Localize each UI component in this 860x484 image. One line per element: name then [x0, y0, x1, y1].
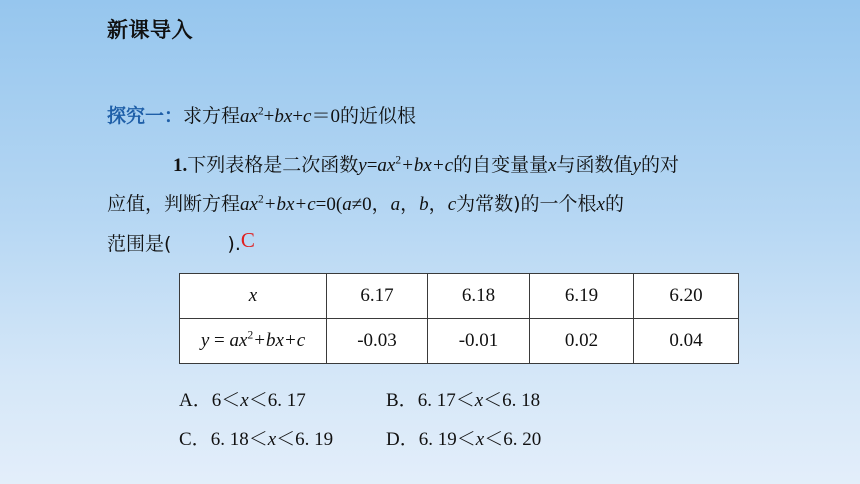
problem-text: 为常数)的一个根: [456, 193, 597, 215]
var-y: y: [358, 155, 367, 176]
option-label: A．: [179, 390, 212, 411]
option-c: [179, 424, 386, 451]
option-label: B．: [386, 390, 418, 411]
problem-text: 应值，判断方程: [107, 193, 241, 215]
exponent: 2: [395, 154, 402, 167]
table-cell-x: 6.19: [530, 274, 634, 319]
table-cell-y: -0.03: [327, 319, 428, 364]
option-text: 6. 18＜: [210, 429, 268, 450]
problem-text: 下列表格是二次函数: [187, 154, 359, 176]
options-row-1: [179, 385, 540, 412]
table-row-y: [180, 319, 739, 364]
eq-term-c: c: [303, 106, 312, 127]
table-cell-x: 6.17: [327, 274, 428, 319]
eq-plus: +: [263, 106, 275, 127]
option-text: ＜6. 17: [248, 390, 306, 411]
option-label: C．: [179, 429, 211, 450]
option-text: ＜6. 18: [483, 390, 541, 411]
table-header-x: x: [180, 274, 327, 319]
term-ax: ax: [240, 194, 258, 215]
equals-zero: =0(: [315, 194, 343, 215]
problem-statement: [107, 146, 747, 263]
var-x: x: [240, 390, 249, 411]
eq-term-a: ax: [240, 106, 258, 127]
option-a: [179, 385, 386, 412]
section-tag: 探究一：: [107, 105, 184, 127]
value-table: [179, 273, 739, 364]
problem-text: 的: [604, 193, 624, 215]
eq-plus: +: [292, 106, 304, 127]
section-suffix: 的近似根: [340, 105, 417, 127]
term-rest: +bx+c: [263, 194, 316, 215]
options-row-2: [179, 424, 541, 451]
problem-line-2: [107, 185, 747, 224]
section-prefix: 求方程: [183, 105, 241, 127]
problem-text: ).: [227, 233, 241, 255]
problem-text: 的自变量量: [453, 154, 549, 176]
function-expression: [358, 155, 453, 176]
problem-line-3: [107, 224, 747, 263]
term-rest: +bx+c: [401, 155, 454, 176]
option-label: D．: [386, 429, 419, 450]
problem-line-1: [107, 146, 747, 185]
var-x: x: [596, 194, 605, 215]
slide-title: 新课导入: [107, 18, 193, 42]
term-rest: +bx+c: [253, 330, 306, 351]
answer-mark: C: [240, 228, 255, 252]
problem-text: 与函数值: [556, 154, 633, 176]
option-text: 6. 19＜: [418, 429, 476, 450]
not-equal: ≠0，: [351, 194, 391, 215]
equation-expression: [240, 194, 456, 215]
comma: ，: [428, 194, 448, 215]
eq-tail: ＝0: [311, 106, 340, 127]
eq-exponent: 2: [257, 105, 264, 118]
option-text: ＜6. 20: [484, 429, 542, 450]
table-cell-y: -0.01: [428, 319, 530, 364]
term-ax: ax: [229, 330, 248, 351]
problem-text: 范围是(: [107, 233, 172, 255]
option-text: ＜6. 19: [276, 429, 334, 450]
exponent: 2: [247, 329, 254, 342]
table-cell-x: 6.20: [634, 274, 739, 319]
option-text: 6＜: [211, 390, 241, 411]
section-heading: [107, 102, 416, 131]
var-y: y: [632, 155, 641, 176]
comma: ，: [400, 194, 420, 215]
var-x: x: [475, 429, 485, 450]
table-cell-y: 0.04: [634, 319, 739, 364]
problem-text: 的对: [640, 154, 679, 176]
problem-number: 1.: [173, 155, 188, 176]
var-x: x: [267, 429, 277, 450]
table-row-x: [180, 274, 739, 319]
var-x: x: [548, 155, 557, 176]
var-b: b: [419, 194, 429, 215]
table-cell-x: 6.18: [428, 274, 530, 319]
option-b: [386, 385, 540, 412]
eq-term-b: bx: [274, 106, 293, 127]
var-a: a: [342, 194, 352, 215]
table-header-y: [180, 319, 327, 364]
var-x: x: [474, 390, 484, 411]
table-cell-y: 0.02: [530, 319, 634, 364]
var-a: a: [390, 194, 401, 215]
term-ax: ax: [377, 155, 396, 176]
section-equation: [240, 106, 340, 127]
equals: =: [366, 155, 378, 176]
exponent: 2: [257, 193, 264, 206]
equals: =: [209, 330, 230, 351]
var-y: y: [200, 330, 210, 351]
option-text: 6. 17＜: [417, 390, 475, 411]
var-c: c: [447, 194, 457, 215]
option-d: [386, 424, 541, 451]
